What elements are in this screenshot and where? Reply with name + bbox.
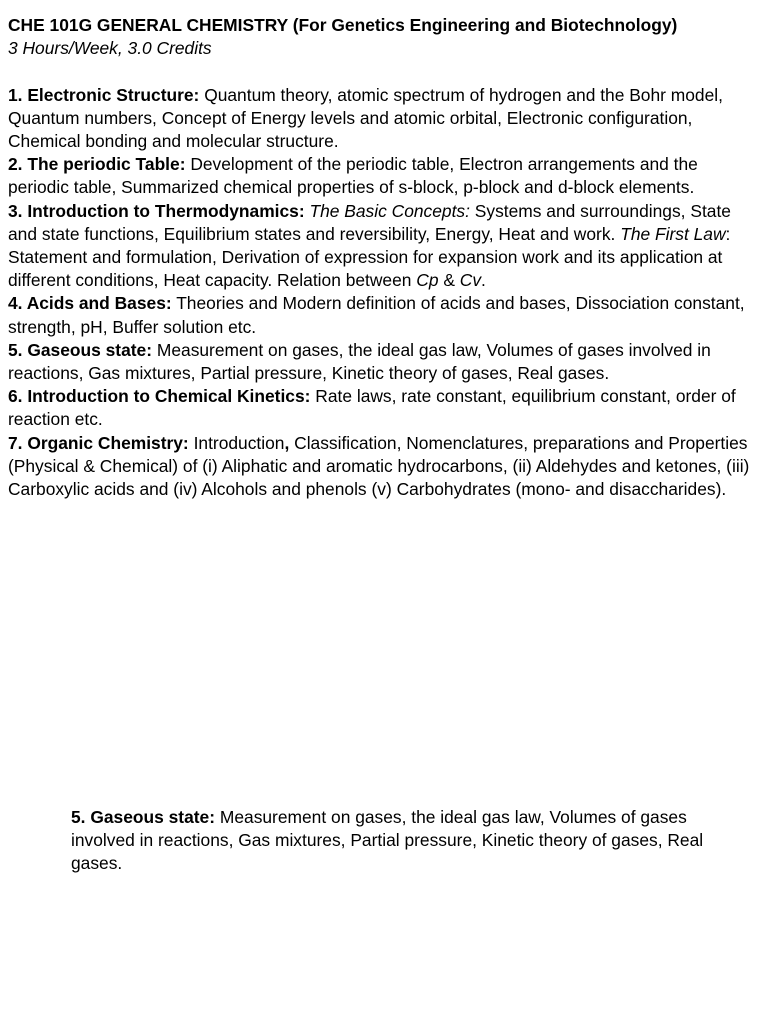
course-title: CHE 101G GENERAL CHEMISTRY (For Genetics Engineering and Biotechnology) xyxy=(8,15,678,35)
topic-text: . xyxy=(481,270,486,291)
topic-acids-bases xyxy=(8,292,760,338)
topic-electronic-structure xyxy=(8,84,760,154)
course-meta: 3 Hours/Week, 3.0 Credits xyxy=(8,38,212,59)
topic-text: Measurement on gases, the ideal gas law, Volumes of gases involved in reactions, Gas mixtures, Partial pressure, Kinetic theory of gases, Real gases. xyxy=(8,339,711,384)
topic-chemical-kinetics xyxy=(8,385,760,431)
topic-text: : Statement and formulation, Derivation of expression for expansion work and its application at different conditions, Heat capacity. Relation between xyxy=(8,223,731,291)
topic-text: Development of the periodic table, Electron arrangements and the periodic table, Summarized chemical properties of s-block, p-block and d-block elements. xyxy=(8,154,698,198)
topic-text: , xyxy=(284,432,290,453)
topic-label: 5. Gaseous state: xyxy=(8,339,153,360)
topic-gaseous-state xyxy=(8,339,760,385)
subtopic-label: The First Law xyxy=(620,223,726,244)
symbol-cv: Cv xyxy=(459,270,482,291)
excerpt-label: 5. Gaseous state: xyxy=(71,807,216,827)
syllabus-document xyxy=(8,14,760,501)
topic-label: 1. Electronic Structure: xyxy=(8,84,200,105)
topic-periodic-table xyxy=(8,153,760,199)
symbol-cp: Cp xyxy=(416,270,439,291)
topic-label: 3. Introduction to Thermodynamics: xyxy=(8,200,305,221)
topic-text: & xyxy=(438,270,460,291)
topic-text: Systems and surroundings, State and state functions, Equilibrium states and reversibility, Energy, Heat and work. xyxy=(8,200,731,244)
topic-label: 6. Introduction to Chemical Kinetics: xyxy=(8,386,311,407)
topic-label: 4. Acids and Bases: xyxy=(8,293,172,314)
topic-thermodynamics xyxy=(8,200,760,293)
topic-text: Introduction xyxy=(188,432,285,453)
blank-line xyxy=(8,60,760,83)
topic-text: Classification, Nomenclatures, preparations and Properties (Physical & Chemical) of (i) Aliphatic and aromatic hydrocarbons, (ii) Aldehydes and ketones, (iii) Carboxylic acids and (iv) Alcohols and phenols (v) Carbohydrates (mono- and disaccharides). xyxy=(8,432,750,500)
topic-organic-chemistry xyxy=(8,432,760,502)
topic-text: Rate laws, rate constant, equilibrium constant, order of reaction etc. xyxy=(8,386,736,430)
topic-label: 7. Organic Chemistry: xyxy=(8,432,189,453)
topic-label: 2. The periodic Table: xyxy=(8,154,186,175)
subtopic-label: The Basic Concepts: xyxy=(309,200,470,221)
topic-text: Theories and Modern definition of acids and bases, Dissociation constant, strength, pH, Buffer solution etc. xyxy=(8,293,745,337)
excerpt-text: Measurement on gases, the ideal gas law, Volumes of gases involved in reactions, Gas mixtures, Partial pressure, Kinetic theory of gases, Real gases. xyxy=(71,807,704,874)
excerpt-gaseous-state xyxy=(71,806,711,876)
topic-text: Quantum theory, atomic spectrum of hydrogen and the Bohr model, Quantum numbers, Concept of Energy levels and atomic orbital, Electronic configuration, Chemical bonding and molecular structure. xyxy=(8,84,723,151)
